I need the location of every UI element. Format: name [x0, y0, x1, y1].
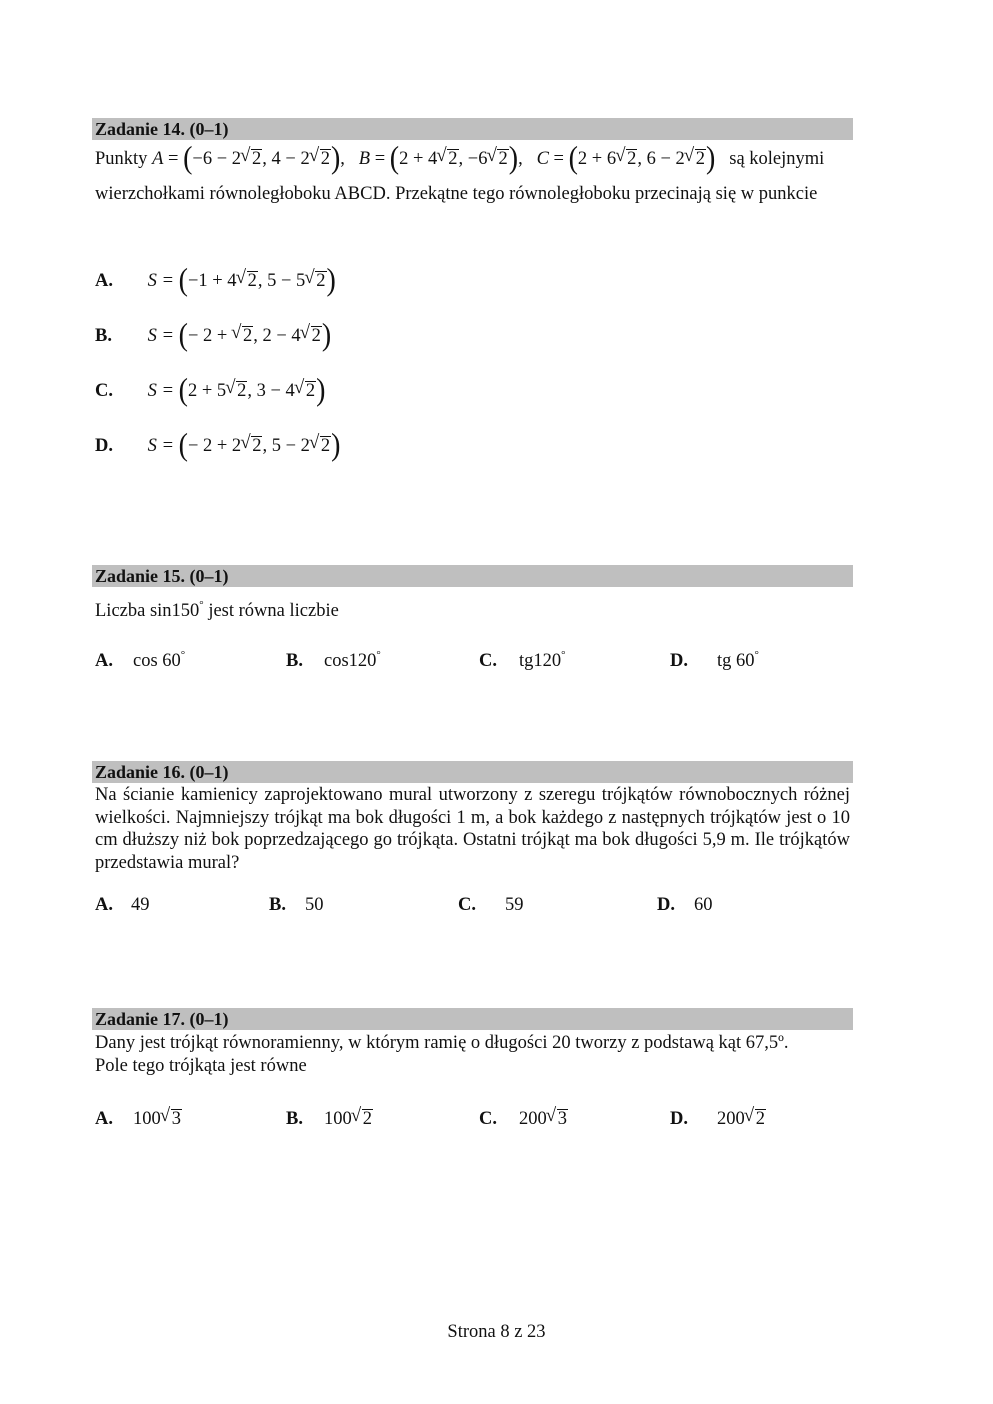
task-17-text-line2: Pole tego trójkąta jest równe — [95, 1056, 307, 1076]
task-16-option-d[interactable]: D. 60 — [657, 895, 713, 915]
task-14-option-d[interactable]: D. S = (− 2 + 2 √ 2, 5 − 2 √ 2) — [95, 427, 341, 464]
task-14-intro — [95, 140, 825, 177]
task-17-header: Zadanie 17. (0–1) — [92, 1008, 853, 1030]
task-15-option-c[interactable]: C. tg120° — [479, 649, 566, 671]
task-15-option-a[interactable]: A. cos 60° — [95, 649, 186, 671]
task-14-intro-tail: są kolejnymi — [729, 149, 825, 169]
point-c: C = (2 + 6 √ 2, 6 − 2 √ 2) — [536, 140, 716, 177]
task-15-header: Zadanie 15. (0–1) — [92, 565, 853, 587]
task-15-option-d[interactable]: D. tg 60° — [670, 649, 759, 671]
task-14-option-a[interactable]: A. S = (−1 + 4 √ 2, 5 − 5 √ 2) — [95, 262, 336, 299]
task-17-text-line1: Dany jest trójkąt równoramienny, w którym ramię o długości 20 tworzy z podstawą kąt 67,5º. — [95, 1033, 789, 1053]
task-17-option-a[interactable]: A. 100 √ 3 — [95, 1105, 181, 1129]
task-14-header: Zadanie 14. (0–1) — [92, 118, 853, 140]
task-16-text: Na ścianie kamienicy zaprojektowano mural utworzony z szeregu trójkątów równobocznych różnej wielkości. Najmniejszy trójkąt ma bok długości 1 m, a bok każdego z następnych trójkątów jest o 10 cm dłuższy niż bok poprzedzającego go trójkąta. Ostatni trójkąt ma bok długości 5,9 m. Ile trójkątów przedstawia mural? — [95, 785, 850, 873]
page-number: Strona 8 z 23 — [447, 1322, 546, 1342]
task-16-option-c[interactable]: C. 59 — [458, 895, 524, 915]
task-16-option-b[interactable]: B. 50 — [269, 895, 324, 915]
task-14-intro-lead: Punkty — [95, 149, 148, 169]
task-17-option-c[interactable]: C. 200 √ 3 — [479, 1105, 567, 1129]
task-17-option-d[interactable]: D. 200 √ 2 — [670, 1105, 765, 1129]
point-a: A = (−6 − 2 √ 2, 4 − 2 √ 2), — [152, 140, 345, 177]
task-15-text: Liczba sin150° jest równa liczbie — [95, 599, 339, 621]
task-16-option-a[interactable]: A. 49 — [95, 895, 150, 915]
task-14-option-b[interactable]: B. S = (− 2 + √ 2, 2 − 4 √ 2) — [95, 317, 332, 354]
task-14-text: wierzchołkami równoległoboku ABCD. Przekątne tego równoległoboku przecinają się w punkcie — [95, 184, 818, 204]
task-14-option-c[interactable]: C. S = (2 + 5 √ 2, 3 − 4 √ 2) — [95, 372, 326, 409]
task-17-option-b[interactable]: B. 100 √ 2 — [286, 1105, 372, 1129]
point-b: B = (2 + 4 √ 2, −6 √ 2), — [358, 140, 523, 177]
task-15-option-b[interactable]: B. cos120° — [286, 649, 381, 671]
task-16-header: Zadanie 16. (0–1) — [92, 761, 853, 783]
